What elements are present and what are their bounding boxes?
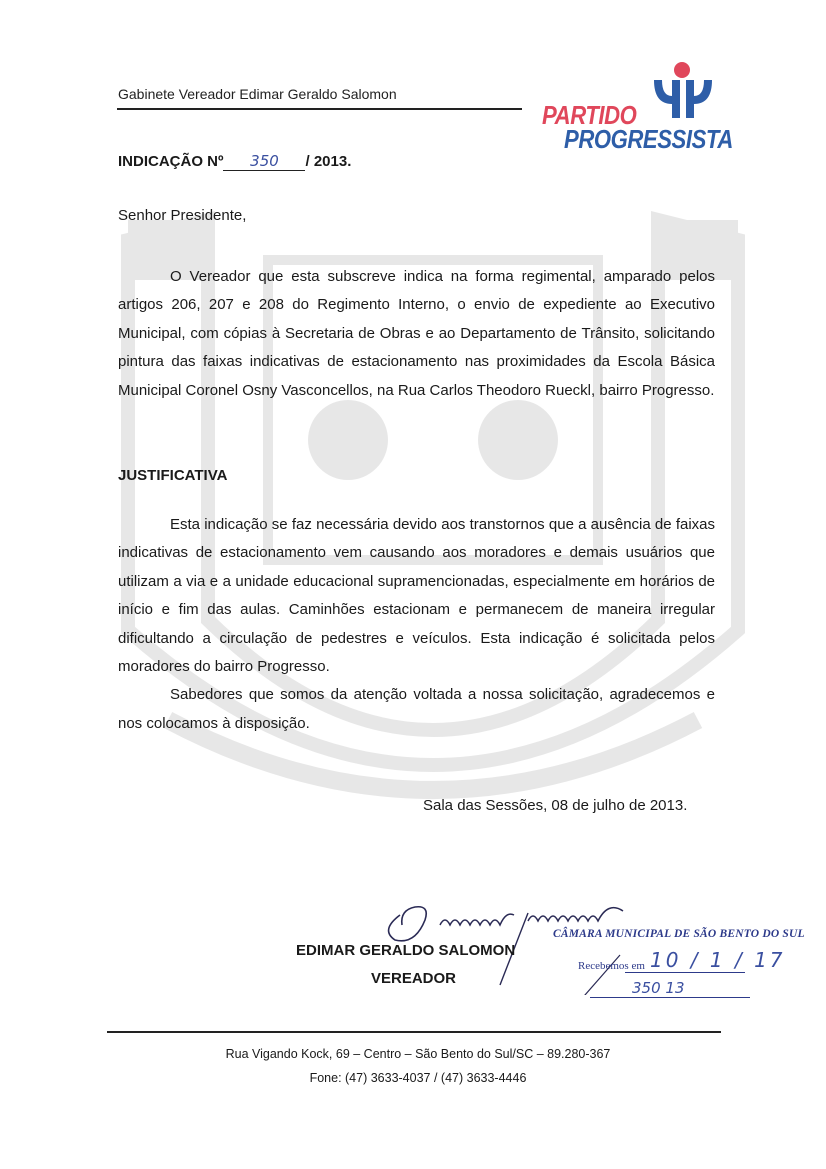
logo-word-partido: PARTIDO bbox=[542, 100, 637, 130]
header-divider bbox=[117, 108, 522, 110]
justification-section bbox=[118, 511, 715, 738]
justification-heading: JUSTIFICATIVA bbox=[118, 467, 228, 484]
stamp-received-date: 10 / 1 / 17 bbox=[650, 948, 786, 972]
justification-paragraph-1: Esta indicação se faz necessária devido aos transtornos que a ausência de faixas indicativas de estacionamento vem causando aos moradores e demais usuários que utilizam a via e a unidade educacional supramencionadas, especialmente em horários de início e fim das aulas. Caminhões estacionam e permanecem de maneira irregular dificultando a circulação de pedestres e veículos. Esta indicação é solicitada pelos moradores do bairro Progresso. bbox=[118, 516, 715, 676]
stamp-received-label: Recebemos em bbox=[578, 960, 645, 972]
signatory-name: EDIMAR GERALDO SALOMON bbox=[296, 942, 516, 959]
stamp-date-line bbox=[625, 972, 745, 973]
footer-phone: Fone: (47) 3633-4037 / (47) 3633-4446 bbox=[309, 1071, 527, 1085]
salutation: Senhor Presidente, bbox=[118, 207, 247, 224]
handwritten-number: 350 bbox=[223, 152, 305, 171]
closing-line: Sala das Sessões, 08 de julho de 2013. bbox=[423, 797, 688, 814]
justification-paragraph-2: Sabedores que somos da atenção voltada a nossa solicitação, agradecemos e nos colocamos à disposição. bbox=[118, 686, 715, 732]
signatory-role: VEREADOR bbox=[371, 970, 457, 987]
party-emblem-icon bbox=[648, 60, 718, 118]
stamp-protocol-line bbox=[590, 997, 750, 998]
document-title bbox=[118, 152, 351, 171]
logo-word-progressista: PROGRESSISTA bbox=[564, 124, 733, 154]
body-paragraph-text: O Vereador que esta subscreve indica na forma regimental, amparado pelos artigos 206, 207 e 208 do Regimento Interno, o envio de expediente ao Executivo Municipal, com cópias à Secretaria de Obras e ao Departamento de Trânsito, solicitando pintura das faixas indicativas de estacionamento nas proximidades da Escola Básica Municipal Coronel Osny Vasconcellos, na Rua Carlos Theodoro Rueckl, bairro Progresso. bbox=[118, 268, 715, 399]
title-suffix: / 2013. bbox=[305, 153, 352, 170]
stamp-protocol: 350 13 bbox=[632, 979, 685, 997]
stamp-title: CÂMARA MUNICIPAL DE SÃO BENTO DO SUL bbox=[553, 928, 805, 940]
footer-address: Rua Vigando Kock, 69 – Centro – São Bento do Sul/SC – 89.280-367 bbox=[225, 1047, 611, 1061]
header-office-name: Gabinete Vereador Edimar Geraldo Salomon bbox=[118, 86, 397, 102]
title-prefix: INDICAÇÃO Nº bbox=[118, 153, 224, 170]
party-logo bbox=[536, 58, 733, 158]
footer-divider bbox=[107, 1031, 721, 1033]
body-paragraph bbox=[118, 263, 715, 405]
